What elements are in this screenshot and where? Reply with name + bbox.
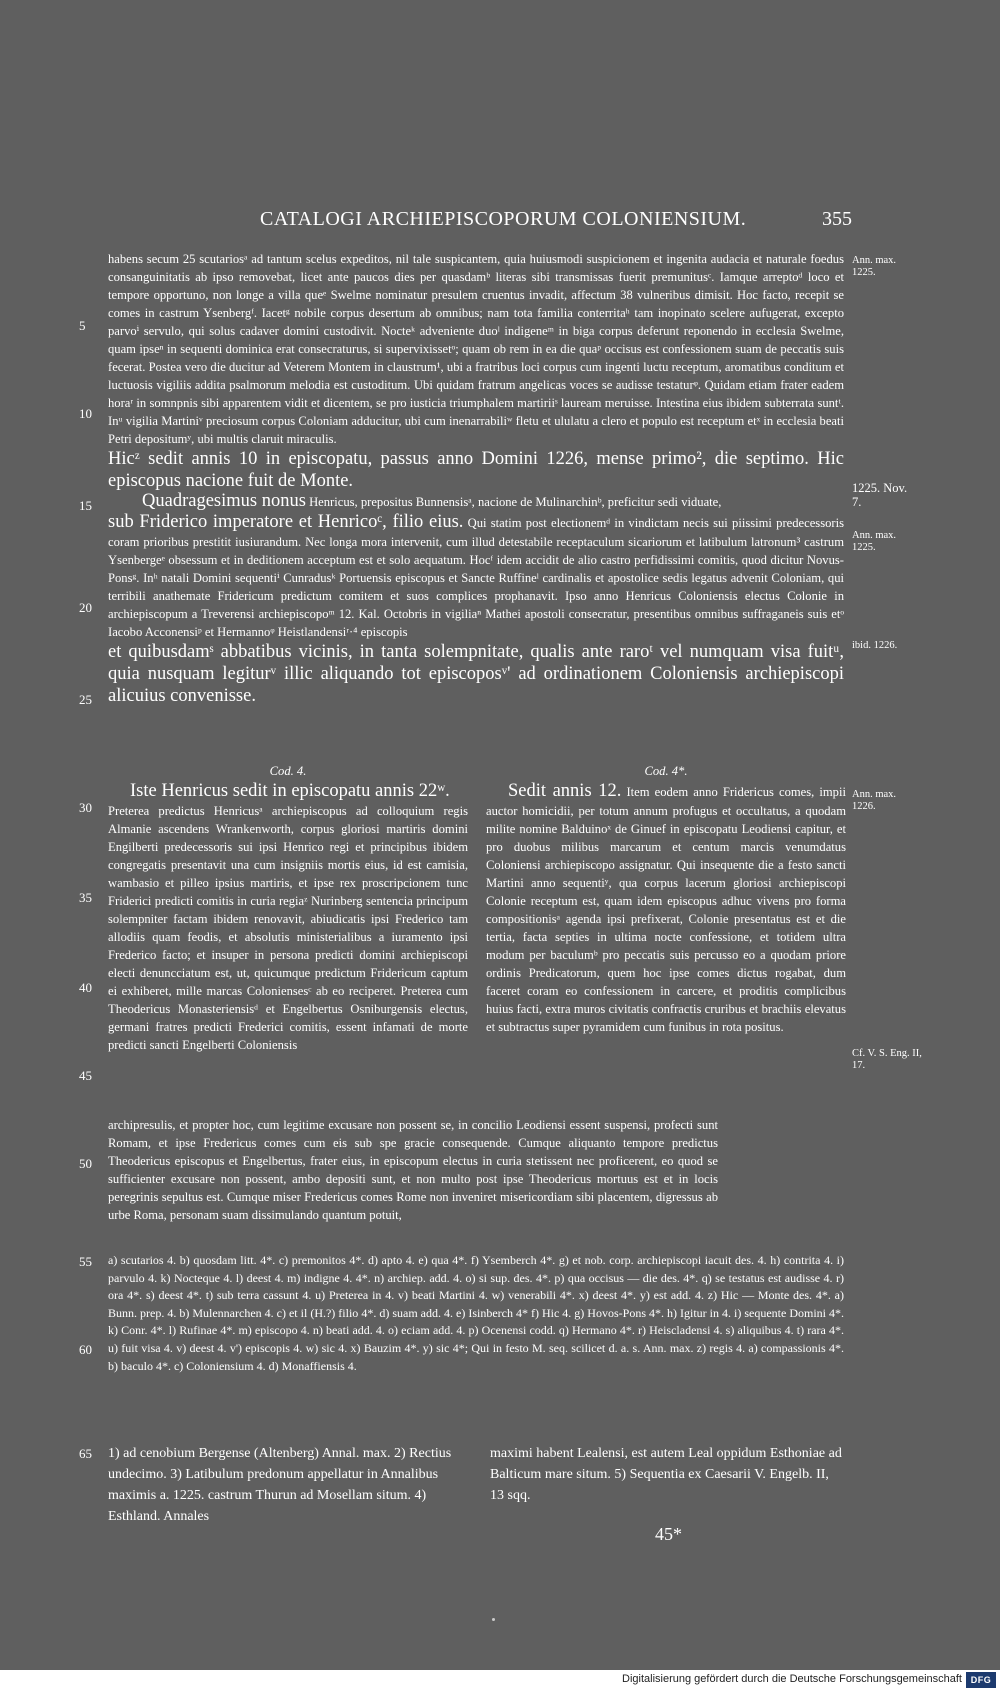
line-number: 60 <box>79 1342 92 1357</box>
column-lead: Sedit annis 12. <box>508 781 622 801</box>
paragraph-large: Hicᶻ sedit annis 10 in episcopatu, passus anno Domini 1226, mense primo², die septimo. Hic episcopus nacione fuit de Monte. <box>108 449 844 491</box>
line-number: 40 <box>79 980 92 995</box>
paragraph-text: Qui statim post electionemᵈ in vindictam necis sui piissimi predecessoris coram prioribus prestitit iusiurandum. Nec longa mora intervenit, cum illud detestabile receptaculum sicariorum et latibulum latronum³ castrum Ysenbergeᵉ obsessum et in deditionem acceptum est et solo aequatum. Hocᶠ idem accidit de alio castro perfidissimi comitis, quod dicitur Novus-Ponsᵍ. Inʰ natali Domini sequentiⁱ Cunradusᵏ Portuensis episcopus et Sancte Ruffineˡ cardinalis et apostolice sedis legatus advenit Coloniam, qui terribili anathemate Fridericum predictum comitem et suos complices prophanavit. Ipso anno Henricus Coloniensis electus Colonie in archiepiscopum a Treverensi archiepiscopoᵐ 12. Kal. Octobris in vigiliaⁿ Mathei apostoli consecratur, presentibus omnibus suffraganeis suis etᵒ Iacobo Acconensiᵖ et Hermannoᵠ Heistlandensiʳ·⁴ episcopis <box>108 516 844 639</box>
signature-mark: 45* <box>655 1524 682 1544</box>
paragraph-large: et quibusdamˢ abbatibus vicinis, in tanta solempnitate, qualis ante raroᵗ vel numquam visa fuitᵘ, quia nusquam legiturᵛ illic aliquando tot episcoposᵛ' ad ordinationem Coloniensis archiepiscopi alicuius convenisse. <box>108 642 844 706</box>
variant-apparatus <box>108 1252 844 1375</box>
column-lead: Iste Henricus sedit in episcopatu annis 22ʷ. <box>130 781 450 801</box>
variant-readings: a) scutarios 4. b) quosdam litt. 4*. c) premonitos 4*. d) apto 4. e) qua 4*. f) Ysemberch 4*. g) et nob. corp. archiepiscopi iacuit des. 4. h) contrita 4. i) parvulo 4. k) Nocteque 4. l) deest 4. m) indigne 4. 4*. n) archiep. add. 4. o) si sup. des. 4*. p) qua occisus — die des. 4*. q) se testatus est audisse 4. r) ora 4*. s) deest 4*. t) sub terra cassunt 4. u) Preterea in 4. v) beati Martini 4. w) venerabili 4*. x) deest 4*. y) est add. 4. z) Hic — Monte des. 4*. a) Bunn. prep. 4. b) Mulennarchen 4. c) et il (H.?) filio 4*. d) suam add. 4. e) Isinberch 4* f) Hic 4. g) Hovos-Pons 4*. h) Igitur in 4. i) sequente Domini 4*. k) Conr. 4*. l) Rufinae 4*. m) episcopo 4. n) beati add. 4. o) eciam add. 4. p) Ocenensi codd. q) Hermano 4*. r) Heiscladensi 4. s) aliquibus 4. t) rara 4*. u) fuit visa 4. v) deest 4. v') episcopis 4. w) sic 4. x) Bauzim 4*. y) sic 4*; Qui in festo M. seq. scilicet d. a. s. Ann. max. z) regis 4. a) compassionis 4*. b) baculo 4*. c) Coloniensium 4. d) Monaffiensis 4. <box>108 1253 844 1373</box>
line-number: 30 <box>79 800 92 815</box>
margin-note: Ann. max. 1225. <box>852 530 897 553</box>
main-text <box>108 250 844 707</box>
column-cod-4-star <box>486 762 846 1036</box>
line-number: 35 <box>79 890 92 905</box>
footnote-column: 1) ad cenobium Bergense (Altenberg) Annal. max. 2) Rectius undecimo. 3) Latibulum predonum appellatur in Annalibus maximis a. 1225. castrum Thurun ad Mosellam situm. 4) Esthland. Annales <box>108 1446 452 1524</box>
paragraph: habens secum 25 scutariosᵃ ad tantum scelus expeditos, nil tale suspicantem, quia huiusmodi suspicionem et ingenita audacia et naturale foedus consanguinitatis ab ipso removebat, licet ante paucos dies per quasdamᵇ literas sibi transmissas fuerit premunitusᶜ. Iamque arreptoᵈ loco et tempore opportuno, non longe a villa queᵉ Swelme nominatur presulem cruentus invadit, affectum 38 vulneribus dimisit. Hoc facto, recepit se comes in castrum Ysenbergᶠ. Iacetᵍ nobile corpus desertum ab omnibus; nam tota familia conterritaʰ tam inopinato scelere aufugerat, excepto parvoⁱ servulo, qui solus cadaver domini custodivit. Nocteᵏ adveniente duoˡ indigeneᵐ in biga corpus deferunt reponendo in ecclesia Swelme, quam ipseⁿ in sequenti dominica erat consecraturus, si supervixissetᵒ; quam ob rem in ea die quaᵖ occisus est confessionem suam de peccatis suis fecerat. Postea vero die ducitur ad Veterem Montem in claustrum¹, ubi a fratribus loci corpus cum ingenti luctu receptum, aromatibus conditum et luctuosis vigiliis addita psalmorum melodia est custoditum. Ubi quidam fratrum angelicas voces se audisse testaturᵠ. Quidam etiam frater eadem horaʳ in somnpnis sibi apparentem vidit et dicentem, se pro iusticia triumphalem martiriiˢ lauream meruisse. Intestina eius ibidem subterrata suntᵗ. Inᵘ vigilia Martiniᵛ preciosum corpus Coloniam adducitur, ubi cum inenarrabiliʷ fletu et ululatu a clero et populo est receptum etˣ in ecclesia beati Petri depositumʸ, ubi multis claruit miraculis. <box>108 252 844 446</box>
page-number: 355 <box>822 208 852 230</box>
line-number: 15 <box>79 498 92 513</box>
column-heading: Cod. 4*. <box>644 764 688 778</box>
column-cod-4 <box>108 762 468 1054</box>
line-number: 20 <box>79 600 92 615</box>
margin-note: Cf. V. S. Eng. II, 17. <box>852 1048 922 1071</box>
margin-note: ibid. 1226. <box>852 640 898 651</box>
line-number: 55 <box>79 1254 92 1269</box>
paragraph-large: sub Friderico imperatore et Henricoᶜ, filio eius. <box>108 512 464 532</box>
paragraph <box>108 492 844 511</box>
dfg-logo: DFG <box>966 1672 996 1688</box>
paragraph: archipresulis, et propter hoc, cum legitime excusare non possent se, in concilio Leodiensi essent suspensi, profecti sunt Romam, et ipse Fredericus comes cum eis sub spe gracie consequende. Cumque aliquanto tempore predictus Theodericus episcopus et Engelbertus, frater eius, in episcopum electus in curia stetissent nec proficerent, eo quod se sufficienter excusare non possent, ambo depositi sunt, et non multo post ipse Theodericus mortuus est et in locis peregrinis sepultus est. Cumque miser Fredericus comes Rome non inveniret misericordiam sibi placentem, digressus ab urbe Roma, personam suam dissimulando quantum potuit, <box>108 1118 718 1222</box>
line-number: 50 <box>79 1156 92 1171</box>
paragraph <box>108 511 844 641</box>
line-number: 10 <box>79 406 92 421</box>
margin-note: Ann. max. 1226. <box>852 789 897 812</box>
continuation-text <box>108 1116 718 1224</box>
margin-note: 1225. Nov. 7. <box>852 481 908 509</box>
footnote-column: maximi habent Lealensi, est autem Leal oppidum Esthoniae ad Balticum mare situm. 5) Sequentia ex Caesarii V. Engelb. II, 13 sqq. <box>490 1446 842 1503</box>
margin-note: Ann. max. 1225. <box>852 255 897 278</box>
column-body: Item eodem anno Fridericus comes, impii auctor homicidii, per totum annum profugus et occultatus, a quodam milite nomine Balduinoˣ de Ginuef in episcopatu Leodiensi capitur, et pro duobus milibus marcarum et centum marcis venumdatus Coloniensi archiepiscopo assignatur. Qui insequente die a festo sancti Martini anno sequentiʸ, qua corpus lacerum gloriosi archiepiscopi Colonie receptum est, quam idem episcopus adhuc vivens pro forma compositionisᵃ agenda ipsi prefixerat, Colonie presentatus est et die tertia, facta septies in ultima nocte confessione, et totidem ultra modum per baculumᵇ pro peccatis suis percusso eo a quodam priore ordinis Predicatorum, quem hoc ipse comes dictus rogabat, dum faceret coram eo confessionem in carcere, et proditis complicibus huius facti, extra muros civitatis confractis cruribus et brachiis elevatus et subtractus super pyramidem cum funibus in rota positus. <box>486 785 846 1034</box>
line-number: 5 <box>79 318 86 333</box>
chapter-heading: Quadragesimus nonus <box>142 491 306 511</box>
line-number: 45 <box>79 1068 92 1083</box>
column-heading: Cod. 4. <box>269 764 307 778</box>
scan-speck <box>492 1618 495 1621</box>
footer-bar <box>0 1670 1000 1692</box>
funding-credit: Digitalisierung gefördert durch die Deutsche Forschungsgemeinschaft <box>622 1673 962 1685</box>
line-number: 65 <box>79 1446 92 1461</box>
page-header-title: CATALOGI ARCHIEPISCOPORUM COLONIENSIUM. <box>260 208 747 230</box>
paragraph-text: Henricus, prepositus Bunnensisᵃ, nacione de Mulinarchinᵇ, preficitur sedi viduate, <box>309 495 722 509</box>
line-number: 25 <box>79 692 92 707</box>
column-text <box>486 780 846 1036</box>
column-text: Preterea predictus Henricusᵃ archiepiscopus ad colloquium regis Almanie ascendens Wrankenworth, corpus gloriosi martiris domini Engilberti predecessoris sui ipsi Henrico regi et principibus ibidem congregatis presentavit una cum insigniis mortis eius, id est camisia, wambasio et pilleo ipsius martiris, et ipse rex proscripcionem tunc Friderici predicti comitis in curia regiaᶻ Nurinberg sentencia principum solempniter factam ibidem renovavit, abiudicatis ipsi Frederico tam allodiis quam feodis, et absolutis ministerialibus a iuramento ipsi Frederico facto; et insuper in persona predicti domini archiepiscopi electi denuncciatum est, ut, quicumque predictum Fridericum captum ei exhiberet, mille marcas Coloniensesᶜ ab eo reciperet. Preterea cum Theodericus Monasteriensisᵈ et Engelbertus Osniburgensis electus, germani fratres predicti Frederici comitis, essent infamati de morte predicti sancti Engelberti Coloniensis <box>108 804 468 1052</box>
